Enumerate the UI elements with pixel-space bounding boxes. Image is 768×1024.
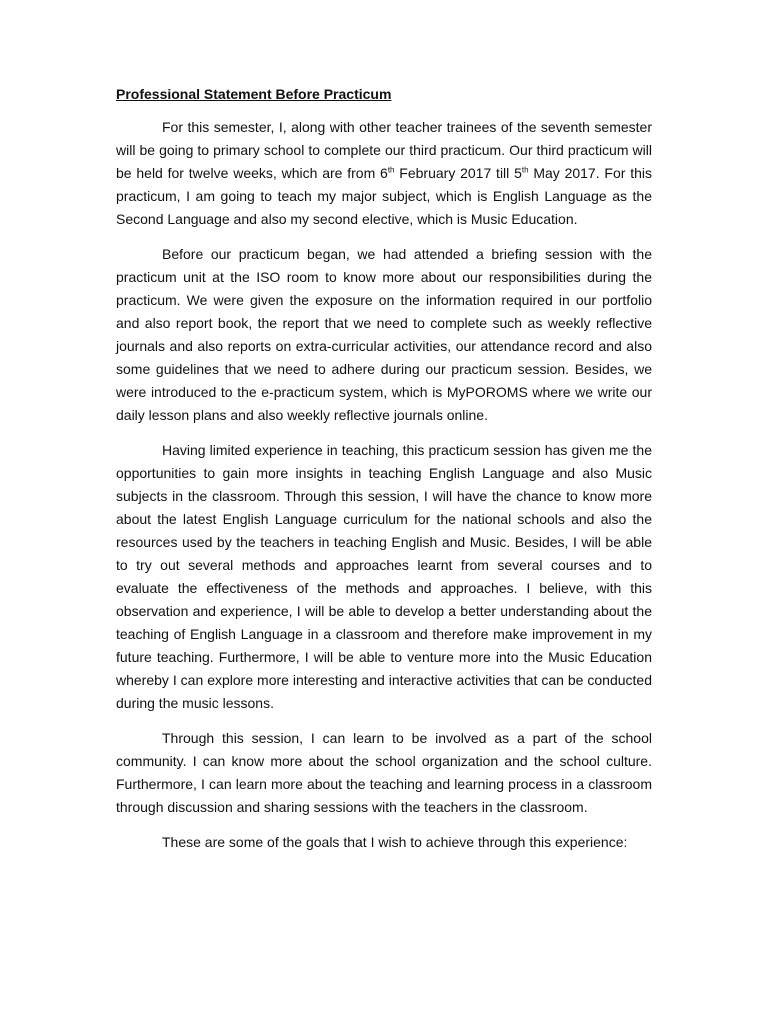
paragraph-school-community: Through this session, I can learn to be involved as a part of the school community. I can know more about the school organization and the school culture. Furthermore, I can learn more about the teaching and learning process in a classroom through discussion and sharing sessions with the teachers in the classroom. — [116, 730, 652, 815]
document-title: Professional Statement Before Practicum — [116, 86, 392, 102]
paragraph-briefing-session: Before our practicum began, we had attended a briefing session with the practicum unit at the ISO room to know more about our responsibilities during the practicum. We were given the exposure on the information required in our portfolio and also report book, the report that we need to complete such as weekly reflective journals and also reports on extra-curricular activities, our attendance record and also some guidelines that we need to adhere during our practicum session. Besides, we were introduced to the e-practicum system, which is MyPOROMS where we write our daily lesson plans and also weekly reflective journals online. — [116, 246, 652, 423]
ordinal-suffix: th — [387, 165, 395, 175]
paragraph-text: For this semester, I, along with other teacher trainees of the seventh semester will be going to primary school to complete our third practicum. Our third practicum will be held for twelve weeks, which are from 6 — [116, 119, 652, 181]
ordinal-suffix: th — [521, 165, 529, 175]
document-body — [116, 84, 652, 866]
paragraph-text: May 2017. For this practicum, I am going to teach my major subject, which is English Language as the Second Language and also my second elective, which is Music Education. — [116, 165, 652, 227]
paragraph-practicum-overview — [116, 116, 652, 231]
paragraph-goals-intro: These are some of the goals that I wish to achieve through this experience: — [162, 834, 628, 850]
paragraph-text: February 2017 till 5 — [394, 165, 522, 181]
paragraph-teaching-experience: Having limited experience in teaching, this practicum session has given me the opportunities to gain more insights in teaching English Language and also Music subjects in the classroom. Through this session, I will have the chance to know more about the latest English Language curriculum for the national schools and also the resources used by the teachers in teaching English and Music. Besides, I will be able to try out several methods and approaches learnt from several courses and to evaluate the effectiveness of the methods and approaches. I believe, with this observation and experience, I will be able to develop a better understanding about the teaching of English Language in a classroom and therefore make improvement in my future teaching. Furthermore, I will be able to venture more into the Music Education whereby I can explore more interesting and interactive activities that can be conducted during the music lessons. — [116, 442, 652, 711]
